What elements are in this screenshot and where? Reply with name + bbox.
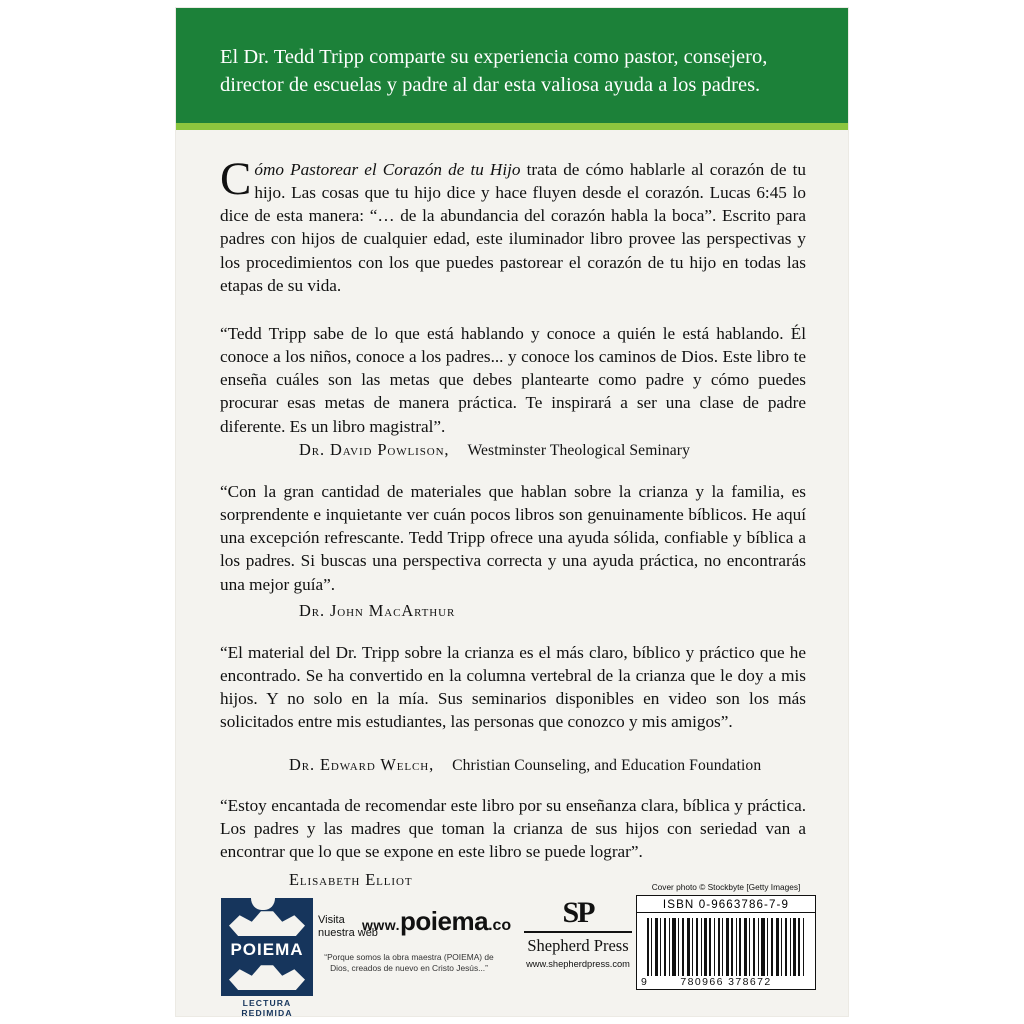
endorser-affiliation: Christian Counseling, and Education Foundation [452,757,762,774]
visit-label-line2: nuestra web [318,926,378,939]
drop-cap: C [220,153,252,205]
endorsement-quote: “El material del Dr. Tripp sobre la crianza es el más claro, bíblico y práctico que he encontrado. Se ha convertido en la columna vertebral de la crianza que le doy a mis hijos. Y no solo en la mía. Sus seminarios disponibles en video son los más solicitados entre mis estudiantes, las personas que conozco y mis amigos”. [220,643,806,732]
barcode-bars [647,918,807,976]
poiema-logo-icon [221,898,313,938]
url-domain: poiema [400,906,489,936]
barcode-number: 780966 378672 [680,976,772,988]
endorsement-attribution [289,755,761,775]
endorser-name: Dr. John MacArthur [299,601,456,620]
shepherd-press-rule [524,931,632,933]
barcode-lead-digit: 9 [641,976,649,988]
poiema-hands-shape [229,910,305,936]
url-www: www. [362,917,401,933]
shepherd-press-logo [516,898,640,969]
endorser-name: Elisabeth Elliot [289,870,413,889]
cover-footer [176,876,848,1016]
isbn-barcode-block [636,882,816,990]
isbn-label: ISBN 0-9663786-7-9 [636,895,816,912]
lead-paragraph [220,153,806,297]
endorsement-quote: “Estoy encantada de recomendar este libro por su enseñanza clara, bíblica y práctica. Los padres y las madres que toman la crianza de sus hijos con seriedad van a encontrar que lo que se expone en este libro se puede lograr”. [220,796,806,862]
endorser-name: Dr. Edward Welch, [289,755,435,774]
cover-photo-credit: Cover photo © Stockbyte [Getty Images] [651,882,801,892]
shepherd-press-monogram: SP [562,896,594,929]
poiema-scripture-quote: “Porque somos la obra maestra (POIEMA) de Dios, creados de nuevo en Cristo Jesús...” [324,952,494,974]
visit-label-line1: Visita [318,914,345,926]
ean-barcode [636,912,816,990]
poiema-wordmark: POIEMA [221,938,313,962]
book-title-italic: ómo Pastorear el Corazón de tu Hijo [254,160,521,179]
endorser-affiliation: Westminster Theological Seminary [467,442,690,459]
header-divider-rule [176,123,848,130]
endorser-affiliation [455,603,469,620]
poiema-lower-hands-shape [229,964,305,990]
url-tld: .co [488,917,512,934]
poiema-logo [221,898,313,1018]
poiema-logo-lower-icon [221,962,313,996]
header-blurb: El Dr. Tedd Tripp comparte su experiencia como pastor, consejero, director de escuelas y padre al dar esta valiosa ayuda a los padres. [220,46,768,97]
shepherd-press-name: Shepherd Press [527,935,629,955]
poiema-website-url[interactable] [362,906,511,937]
poiema-head-shape [251,898,275,910]
endorsement-quote: “Con la gran cantidad de materiales que hablan sobre la crianza y la familia, es sorprendente e inquietante ver cuán pocos libros son genuinamente bíblicos. He aquí una excepción refrescante. Tedd Tripp ofrece una ayuda sólida, confiable y bíblica a los padres. Si buscas una perspectiva correcta y una ayuda práctica, no encontrarás una mejor guía”. [220,482,806,594]
barcode-digits [637,976,815,988]
poiema-tagline: LECTURA REDIMIDA [241,998,293,1018]
endorser-name: Dr. David Powlison, [299,440,450,459]
lead-paragraph-text: trata de cómo hablarle al corazón de tu hijo. Las cosas que tu hijo dice y hace fluyen desde el corazón. Lucas 6:45 lo dice de esta manera: “… de la abundancia del corazón habla la boca”. Escrito para padres con hijos de cualquier edad, este iluminador libro provee las perspectivas y los procedimientos con los que puedes pastorear el corazón de tu hijo en todas las etapas de su vida. [220,160,806,295]
endorsement-attribution [299,440,690,460]
endorsement-quote: “Tedd Tripp sabe de lo que está hablando y conoce a quién le está hablando. Él conoce a los niños, conoce a los padres... y conoce los caminos de Dios. Este libro te enseña cuáles son las metas que debes plantearte como padre y cómo puedes procurar esas metas de manera práctica. Te inspirará a ser una clase de padre diferente. Es un libro magistral”. [220,324,806,436]
book-back-cover [176,8,848,1016]
endorsement-attribution [299,601,469,621]
shepherd-press-url[interactable]: www.shepherdpress.com [526,958,630,969]
